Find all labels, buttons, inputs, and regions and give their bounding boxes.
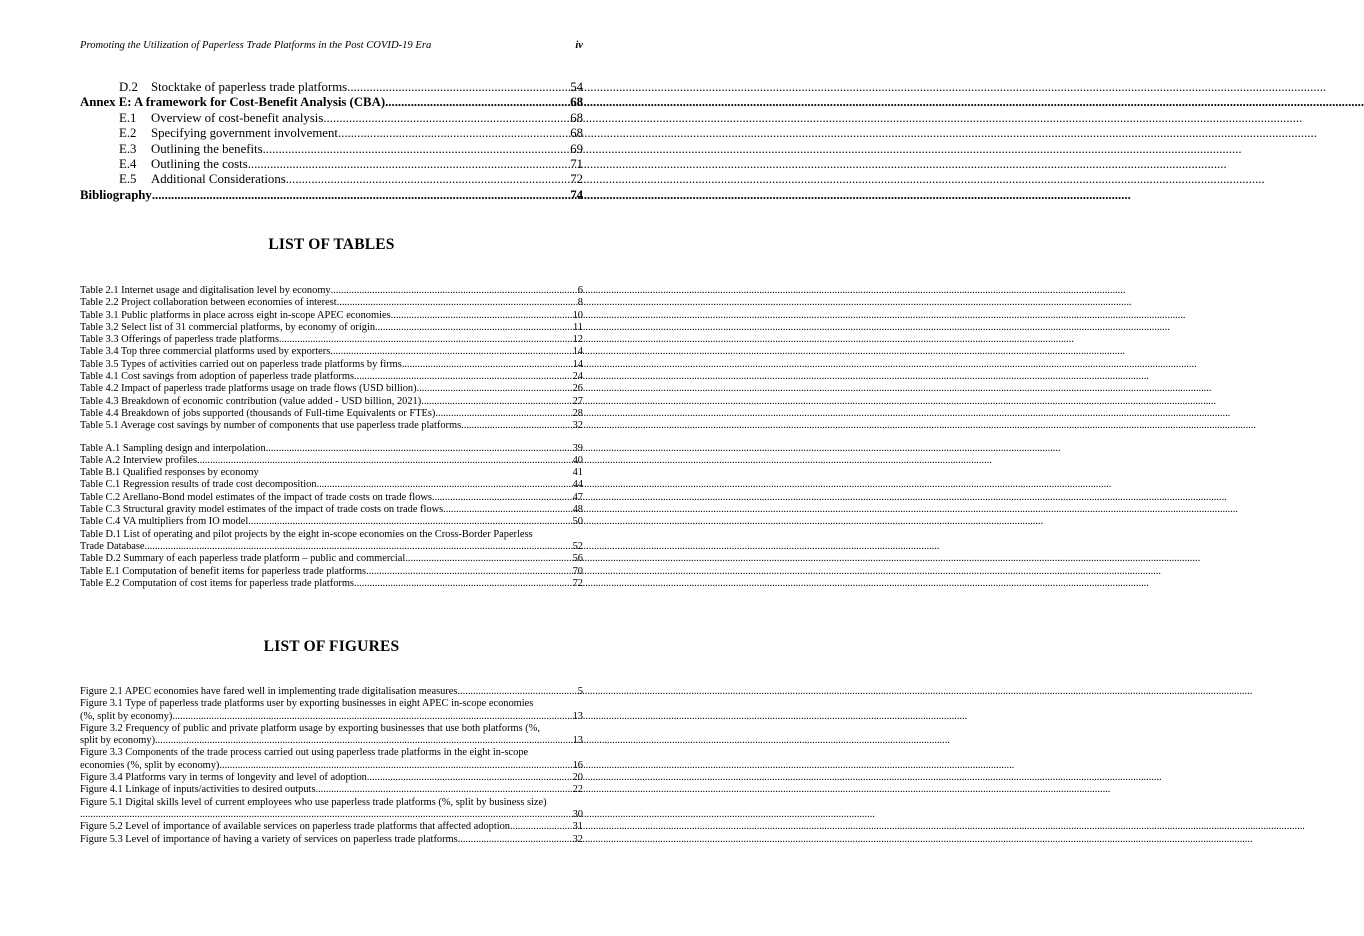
figure-list-entry[interactable] — [80, 772, 583, 784]
dot-leader — [337, 297, 578, 309]
dot-leader — [417, 383, 573, 395]
table-list-entry[interactable] — [80, 322, 583, 334]
dot-leader — [354, 578, 573, 590]
figure-list-entry-text: Figure 4.1 Linkage of inputs/activities to desired outputs — [80, 784, 316, 796]
figure-list-entry-text-cont: split by economy) — [80, 735, 156, 747]
page-ref: 32 — [572, 420, 583, 432]
figure-list-entry[interactable] — [80, 747, 583, 772]
table-list-entry-text: Table 2.2 Project collaboration between economies of interest — [80, 297, 337, 309]
table-list-entry[interactable] — [80, 334, 583, 346]
page-ref: 52 — [572, 540, 583, 552]
dot-leader — [375, 322, 573, 334]
toc-entry[interactable]: D.2 Stocktake of paperless trade platforms ..... 54 — [80, 80, 583, 95]
page-ref: 10 — [572, 309, 583, 321]
page-ref: 72 — [572, 577, 583, 589]
table-list-entry-text: Table 3.4 Top three commercial platforms used by exporters — [80, 346, 331, 358]
table-list-entry-text: Table A.2 Interview profiles — [80, 454, 197, 466]
page-ref: 47 — [572, 491, 583, 503]
page-ref: 5 — [577, 686, 583, 697]
page-ref: 40 — [572, 454, 583, 466]
table-list-entry-text: Table C.1 Regression results of trade cost decomposition — [80, 479, 317, 491]
page-ref: 12 — [572, 334, 583, 346]
page-ref: 27 — [572, 395, 583, 407]
dot-leader — [461, 420, 572, 432]
page-ref: 41 — [572, 467, 583, 479]
table-list-entry-text: Table 2.1 Internet usage and digitalisation level by economy — [80, 285, 331, 296]
table-list-entry[interactable] — [80, 553, 583, 565]
dot-leader — [367, 772, 573, 784]
table-list-entry-text: Table 3.1 Public platforms in place across eight in-scope APEC economies — [80, 309, 391, 321]
dot-leader — [266, 443, 573, 455]
table-list-entry[interactable] — [80, 346, 583, 358]
page-ref: 13 — [572, 710, 583, 722]
page-ref: 26 — [572, 383, 583, 395]
table-list-entry-text: Table 4.2 Impact of paperless trade platforms usage on trade flows (USD billion) — [80, 383, 417, 395]
table-list-entry[interactable] — [80, 467, 583, 479]
toc-entry[interactable]: Annex E: A framework for Cost-Benefit Analysis (CBA) ..... 68 — [80, 95, 583, 110]
list-of-figures-heading: LIST OF FIGURES — [263, 638, 400, 655]
page-ref: 14 — [572, 358, 583, 370]
table-list-entry[interactable] — [80, 578, 583, 590]
table-list-entry-text: Table 4.4 Breakdown of jobs supported (thousands of Full-time Equivalents or FTEs) — [80, 407, 436, 419]
page-ref: 48 — [572, 504, 583, 516]
figure-list-entry[interactable] — [80, 698, 583, 723]
figure-list-entry[interactable] — [80, 797, 583, 822]
dot-leader — [219, 760, 572, 772]
dot-leader — [330, 346, 572, 358]
table-list-entry[interactable] — [80, 359, 583, 371]
toc-entry[interactable]: E.3 Outlining the benefits ..... 69 — [80, 142, 583, 157]
figure-list-entry-text: Figure 2.1 APEC economies have fared well in implementing trade digitalisation measures — [80, 686, 458, 697]
dot-leader — [391, 310, 573, 322]
page-ref: 28 — [572, 407, 583, 419]
dot-leader — [435, 408, 572, 420]
table-list-entry-text: Table 3.5 Types of activities carried out on paperless trade platforms by firms — [80, 358, 402, 370]
dot-leader — [315, 784, 572, 796]
page-ref: 24 — [572, 371, 583, 383]
table-list-entry-text: Table 4.3 Breakdown of economic contribution (value added - USD billion, 2021) — [80, 395, 422, 407]
figure-list-entry-text: Figure 5.3 Level of importance of having a variety of services on paperless trade platforms — [80, 833, 458, 845]
figure-list-entry-text: Figure 5.1 Digital skills level of current employees who use paperless trade platforms (%, split by business size) — [80, 796, 547, 808]
page-ref: 50 — [572, 516, 583, 528]
dot-leader — [354, 371, 573, 383]
dot-leader — [402, 359, 573, 371]
toc-entry[interactable]: E.5 Additional Considerations ..... 72 — [80, 172, 583, 187]
page-ref: 44 — [572, 479, 583, 491]
table-list-entry[interactable] — [80, 420, 583, 432]
figure-list-entry-text-cont: economies (%, split by economy) — [80, 759, 220, 771]
page-ref: 8 — [577, 297, 583, 309]
table-list-entry[interactable] — [80, 529, 583, 554]
dot-leader — [510, 821, 573, 833]
dot-leader — [145, 541, 573, 553]
table-list-entry-text: Table C.4 VA multipliers from IO model — [80, 516, 249, 528]
table-list-entry[interactable] — [80, 408, 583, 420]
figure-list-entry[interactable] — [80, 784, 583, 796]
table-of-contents — [80, 80, 583, 203]
page-number: iv — [575, 40, 583, 51]
table-list-entry-text: Table 4.1 Cost savings from adoption of paperless trade platforms — [80, 371, 354, 383]
toc-entry[interactable]: E.2 Specifying government involvement ..... 68 — [80, 126, 583, 141]
figure-list-entry-text: Figure 3.1 Type of paperless trade platforms user by exporting businesses in eight APEC in-scope economies — [80, 698, 534, 710]
dot-leader — [316, 479, 572, 491]
table-list-entry[interactable] — [80, 455, 583, 467]
figure-list-entry[interactable] — [80, 834, 583, 846]
dot-leader — [405, 553, 572, 565]
dot-leader — [421, 396, 572, 408]
page-ref: 20 — [572, 772, 583, 784]
list-of-tables — [80, 285, 583, 590]
page-ref: 13 — [572, 735, 583, 747]
table-list-entry[interactable] — [80, 310, 583, 322]
toc-entry[interactable]: Bibliography ..... 74 — [80, 188, 583, 203]
table-list-entry-text: Table D.2 Summary of each paperless trade platform – public and commercial — [80, 553, 406, 565]
figure-list-entry-text: Figure 3.2 Frequency of public and private platform usage by exporting businesses that use both platforms (%, — [80, 722, 540, 734]
table-list-entry[interactable] — [80, 383, 583, 395]
figure-list-entry[interactable] — [80, 686, 583, 698]
table-list-entry-text: Table A.1 Sampling design and interpolation — [80, 442, 266, 454]
dot-leader — [172, 711, 572, 723]
figure-list-entry[interactable] — [80, 821, 583, 833]
table-list-entry[interactable] — [80, 492, 583, 504]
dot-leader — [432, 492, 573, 504]
figure-list-entry-text-cont: (%, split by economy) — [80, 710, 173, 722]
table-list-entry[interactable] — [80, 566, 583, 578]
table-list-entry-text: Table C.2 Arellano-Bond model estimates of the impact of trade costs on trade flows — [80, 491, 432, 503]
table-list-entry-text: Table C.3 Structural gravity model estimates of the impact of trade costs on trade flows — [80, 504, 444, 516]
table-list-entry[interactable] — [80, 371, 583, 383]
page-ref: 32 — [572, 833, 583, 845]
table-list-entry-text-cont: Trade Database — [80, 540, 145, 552]
table-list-entry[interactable] — [80, 443, 583, 455]
toc-entry[interactable]: E.4 Outlining the costs ..... 71 — [80, 157, 583, 172]
table-list-entry-text: Table E.2 Computation of cost items for paperless trade platforms — [80, 577, 354, 589]
table-list-entry-text: Table 3.2 Select list of 31 commercial platforms, by economy of origin — [80, 321, 376, 333]
table-list-entry-text: Table D.1 List of operating and pilot projects by the eight in-scope economies on the Cross-Border Paperless — [80, 528, 533, 540]
toc-entry[interactable]: E.1 Overview of cost-benefit analysis ..... 68 — [80, 111, 583, 126]
page-ref: 70 — [572, 565, 583, 577]
dot-leader — [366, 566, 573, 578]
figure-list-entry-text: Figure 3.4 Platforms vary in terms of longevity and level of adoption — [80, 772, 367, 784]
figure-list-entry-text: Figure 3.3 Components of the trade process carried out using paperless trade platforms in the eight in-scope — [80, 747, 529, 759]
table-list-entry[interactable] — [80, 285, 583, 297]
table-list-entry[interactable] — [80, 396, 583, 408]
list-of-tables-heading: LIST OF TABLES — [268, 236, 395, 253]
dot-leader — [248, 516, 572, 528]
dot-leader — [443, 504, 572, 516]
table-list-entry[interactable] — [80, 479, 583, 491]
page-ref: 30 — [572, 808, 583, 820]
page-ref: 14 — [572, 346, 583, 358]
table-list-entry-text: Table 5.1 Average cost savings by number of components that use paperless trade platforms — [80, 420, 462, 432]
table-list-entry-text: Table 3.3 Offerings of paperless trade platforms — [80, 334, 280, 346]
page-ref: 56 — [572, 553, 583, 565]
page-ref: 22 — [572, 784, 583, 796]
dot-leader — [458, 834, 573, 846]
dot-leader — [155, 735, 573, 747]
dot-leader — [197, 455, 573, 467]
figure-list-entry-text: Figure 5.2 Level of importance of available services on paperless trade platforms that affected adoption — [80, 821, 510, 833]
page-ref: 39 — [572, 442, 583, 454]
page-ref: 6 — [577, 285, 583, 296]
page-ref: 16 — [572, 759, 583, 771]
page-ref: 11 — [572, 321, 583, 333]
table-list-entry[interactable] — [80, 297, 583, 309]
list-of-figures — [80, 686, 583, 846]
table-list-entry-text: Table E.1 Computation of benefit items for paperless trade platforms — [80, 565, 367, 577]
dot-leader — [279, 334, 573, 346]
dot-leader — [457, 686, 577, 698]
dot-leader — [331, 285, 578, 297]
table-list-entry[interactable] — [80, 504, 583, 516]
dot-leader — [80, 809, 573, 821]
table-list-entry[interactable] — [80, 516, 583, 528]
page-ref: 31 — [572, 821, 583, 833]
running-header — [80, 40, 583, 51]
document-title: Promoting the Utilization of Paperless Trade Platforms in the Post COVID-19 Era — [80, 40, 432, 51]
figure-list-entry[interactable] — [80, 723, 583, 748]
table-list-entry-text: Table B.1 Qualified responses by economy — [80, 467, 259, 479]
